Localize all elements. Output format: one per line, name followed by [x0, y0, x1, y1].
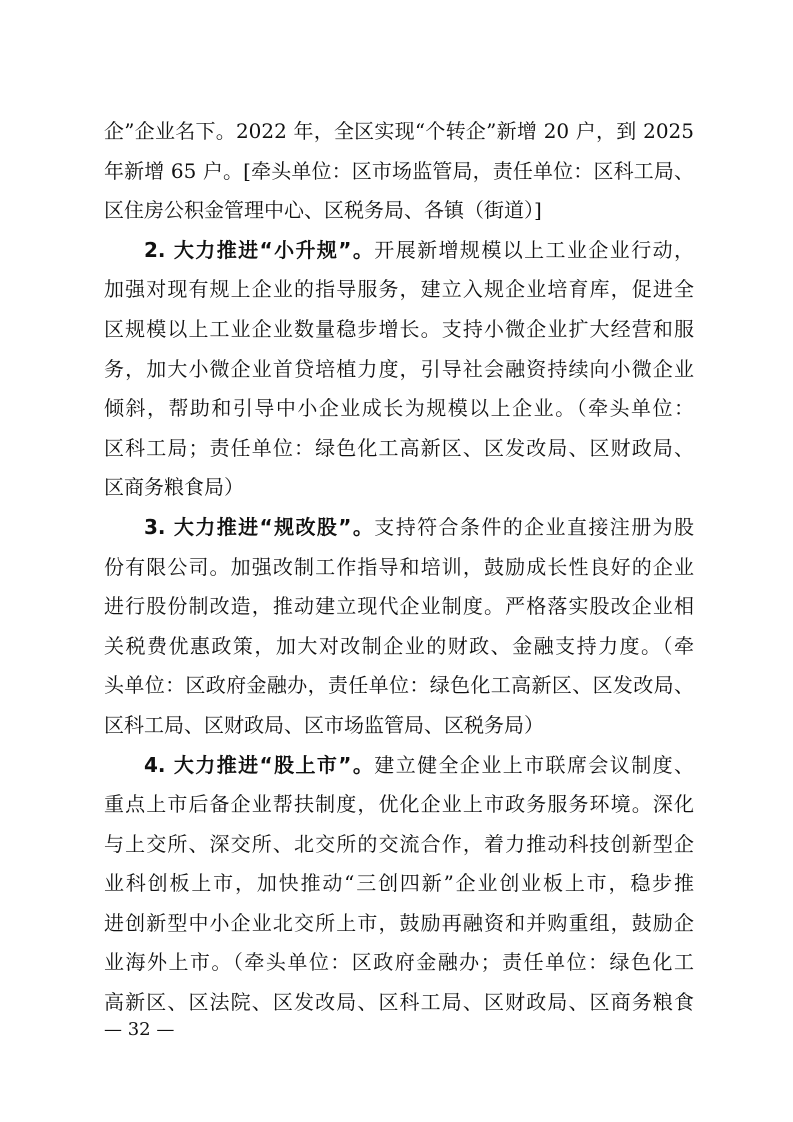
section-heading: 4. 大力推进“股上市”。 — [144, 752, 375, 777]
text-line: 倾斜，帮助和引导中小企业成长为规模以上企业。（牵头单位： — [104, 396, 694, 421]
text-line: 区住房公积金管理中心、区税务局、各镇（街道）] — [104, 198, 542, 223]
text-line: 关税费优惠政策，加大对改制企业的财政、金融支持力度。（牵 — [104, 633, 694, 658]
text-line: 区科工局；责任单位：绿色化工高新区、区发改局、区财政局、 — [104, 435, 694, 460]
text-line: 区科工局、区财政局、区市场监管局、区税务局） — [104, 712, 544, 737]
text-line: 头单位：区政府金融办，责任单位：绿色化工高新区、区发改局、 — [104, 673, 694, 698]
text-line: 年新增 65 户。[牵头单位：区市场监管局，责任单位：区科工局、 — [104, 158, 694, 183]
text-span: 支持符合条件的企业直接注册为股 — [374, 514, 694, 539]
page-number: — 32 — — [104, 1019, 175, 1040]
paragraph-shares-to-listing — [104, 746, 694, 1023]
text-line: 区规模以上工业企业数量稳步增长。支持小微企业扩大经营和服 — [104, 316, 694, 341]
text-span: 开展新增规模以上工业企业行动， — [374, 237, 694, 262]
section-heading: 2. 大力推进“小升规”。 — [144, 237, 375, 262]
text-line — [104, 746, 694, 786]
text-line: 份有限公司。加强改制工作指导和培训，鼓励成长性良好的企业 — [104, 554, 694, 579]
text-line: 区商务粮食局） — [104, 475, 244, 500]
text-line: 进创新型中小企业北交所上市，鼓励再融资和并购重组，鼓励企 — [104, 910, 694, 935]
text-span: 建立健全企业上市联席会议制度、 — [374, 752, 694, 777]
text-line: 高新区、区法院、区发改局、区科工局、区财政局、区商务粮食 — [104, 990, 694, 1015]
text-line: 企”企业名下。2022 年，全区实现“个转企”新增 20 户，到 2025 — [104, 119, 694, 143]
paragraph-continuation — [104, 112, 694, 231]
text-line: 业科创板上市，加快推动“三创四新”企业创业板上市，稳步推 — [104, 871, 694, 896]
document-body — [104, 112, 694, 1023]
text-line: 业海外上市。（牵头单位：区政府金融办；责任单位：绿色化工 — [104, 950, 694, 975]
paragraph-scale-to-shares — [104, 508, 694, 746]
text-line: 务，加大小微企业首贷培植力度，引导社会融资持续向小微企业 — [104, 356, 694, 381]
text-line: 进行股份制改造，推动建立现代企业制度。严格落实股改企业相 — [104, 594, 694, 619]
text-line: 与上交所、深交所、北交所的交流合作，着力推动科技创新型企 — [104, 831, 694, 856]
text-line — [104, 231, 694, 271]
text-line — [104, 508, 694, 548]
text-line: 重点上市后备企业帮扶制度，优化企业上市政务服务环境。深化 — [104, 792, 694, 817]
paragraph-small-to-scale — [104, 231, 694, 508]
text-line: 加强对现有规上企业的指导服务，建立入规企业培育库，促进全 — [104, 277, 694, 302]
section-heading: 3. 大力推进“规改股”。 — [144, 514, 375, 539]
